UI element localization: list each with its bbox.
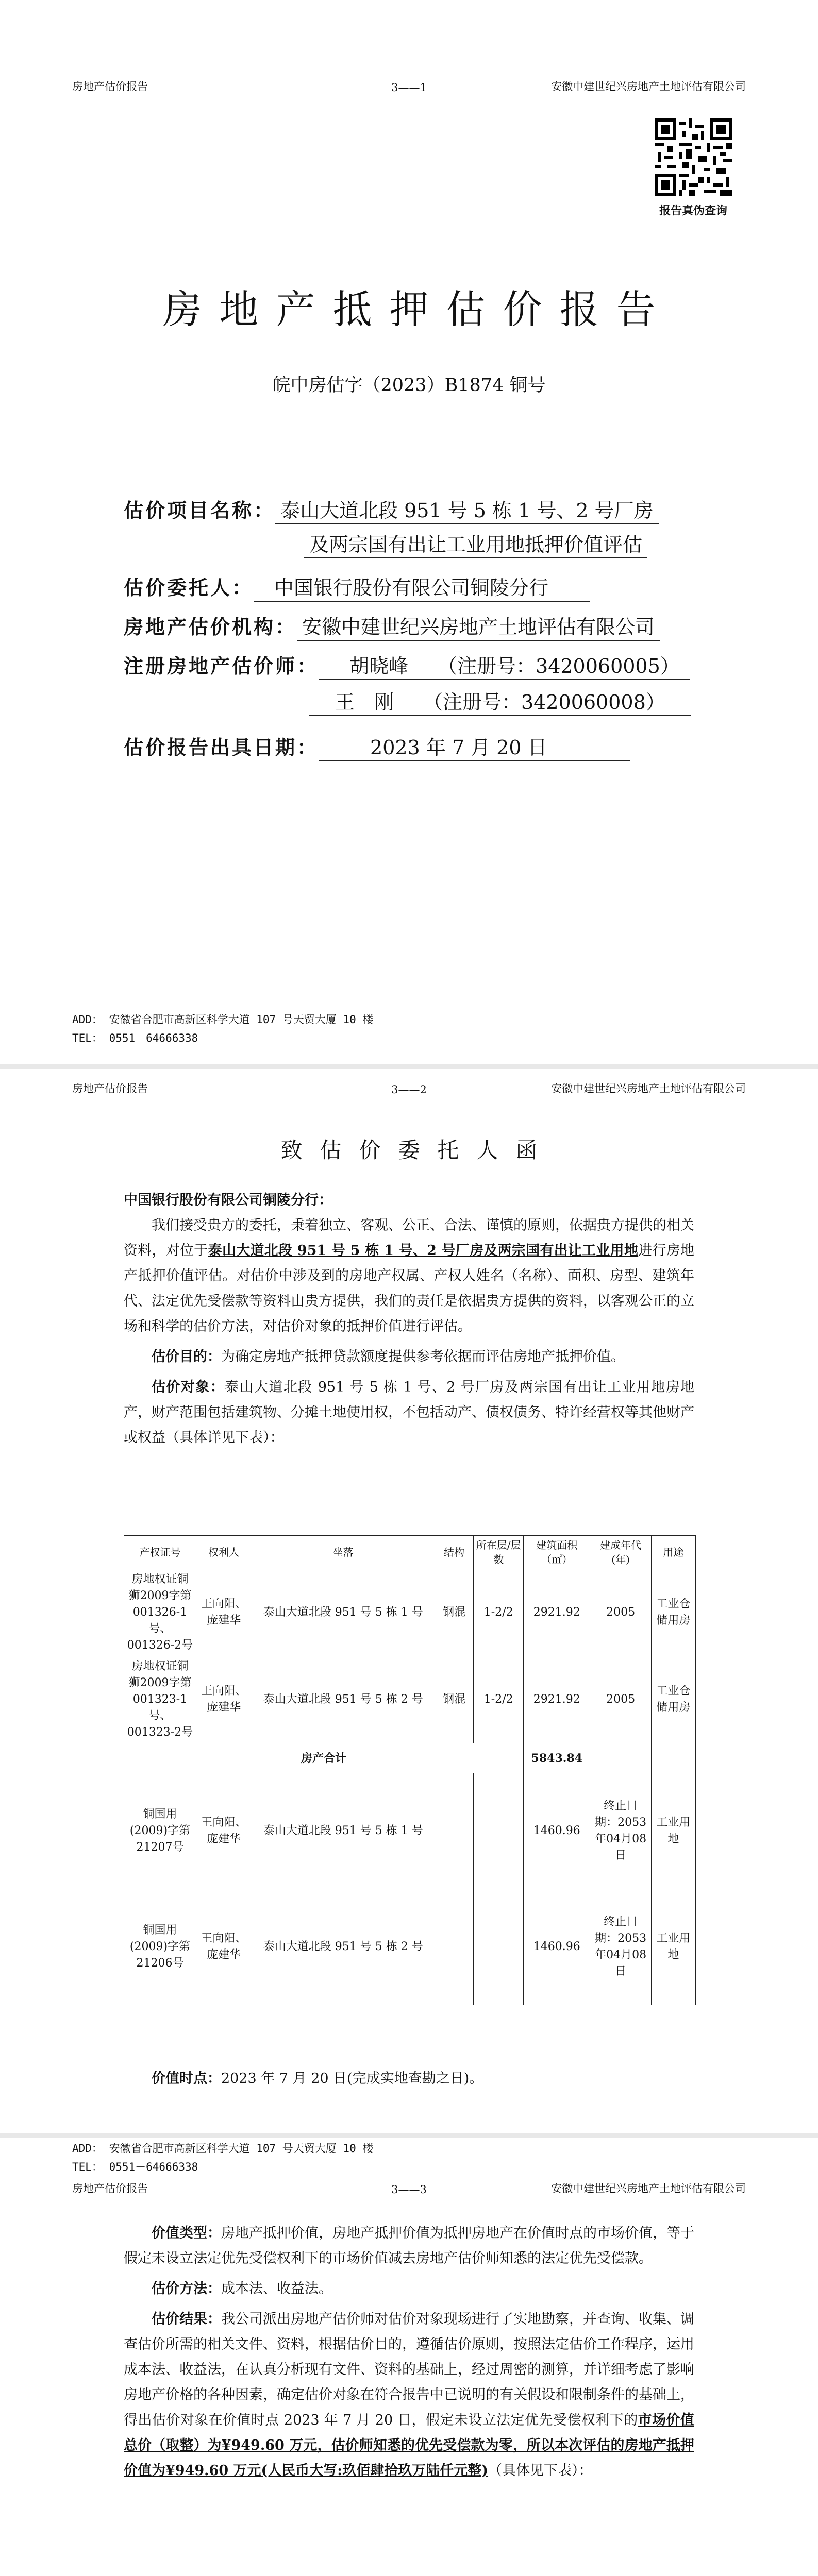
footer-tel: TEL： 0551－64666338 [72, 1032, 198, 1044]
cert-no: 房地权证铜狮2009字第001326-1号、001326-2号 [124, 1569, 196, 1656]
project-row [124, 495, 659, 524]
salutation: 中国银行股份有限公司铜陵分行： [124, 1192, 332, 1208]
letter-page-1 [0, 1069, 818, 2133]
appraiser-1: 胡晓峰 （注册号：3420060005） [319, 653, 690, 680]
date-row [124, 732, 630, 761]
header-doc-label: 房地产估价报告 [72, 80, 148, 93]
purpose-paragraph [124, 1344, 694, 1369]
cover-page [0, 0, 818, 1064]
col-header: 结构 [435, 1536, 473, 1569]
header-doc-label: 房地产估价报告 [72, 2182, 148, 2195]
client-row [124, 572, 590, 602]
col-header: 所在层/层数 [474, 1536, 524, 1569]
p1-b: 泰山大道北段 951 号 5 栋 1 号、2 号厂房及两宗国有出让工业用地 [208, 1243, 639, 1259]
header-doc-label: 房地产估价报告 [72, 1082, 148, 1095]
appraiser-row [124, 650, 690, 680]
report-number: 皖中房估字（2023）B1874 铜号 [272, 375, 546, 396]
usage: 工业仓储用房 [651, 1656, 695, 1743]
client-label: 估价委托人： [124, 577, 254, 599]
appraiser-2: 王 刚 （注册号：3420060008） [309, 689, 691, 716]
valuation-body [124, 2221, 694, 2483]
date-value: 2023 年 7 月 20 日 [319, 735, 630, 761]
empty-cell [474, 1773, 524, 1889]
letter-body [124, 1188, 694, 1450]
empty-cell [435, 1773, 473, 1889]
usage: 工业用地 [651, 1773, 695, 1889]
time-text: 2023 年 7 月 20 日(完成实地查勘之日)。 [221, 2071, 483, 2087]
year: 2005 [590, 1656, 651, 1743]
page-footer [72, 1005, 746, 1047]
footer-address: ADD： 安徽省合肥市高新区科学大道 107 号天贸大厦 10 楼 [72, 1013, 374, 1026]
project-label: 估价项目名称： [124, 499, 276, 522]
header-company: 安徽中建世纪兴房地产土地评估有限公司 [551, 80, 746, 93]
type-label: 价值类型： [152, 2225, 221, 2241]
subtotal-label: 房产合计 [124, 1743, 524, 1773]
year: 2005 [590, 1569, 651, 1656]
header-company: 安徽中建世纪兴房地产土地评估有限公司 [551, 1082, 746, 1095]
page-header [72, 1079, 746, 1100]
floor: 1-2/2 [474, 1569, 524, 1656]
location: 泰山大道北段 951 号 5 栋 2 号 [252, 1656, 435, 1743]
agency-value: 安徽中建世纪兴房地产土地评估有限公司 [297, 614, 660, 641]
appraiser-label: 注册房地产估价师： [124, 655, 319, 677]
cert-no: 铜国用(2009)字第21206号 [124, 1889, 196, 2005]
property-table [124, 1535, 696, 2005]
object-text: 泰山大道北段 951 号 5 栋 1 号、2 号厂房及两宗国有出让工业用地房地产，财产范围包括建筑物、分摊土地使用权，不包括动产、债权债务、特许经营权等其他财产或权益（具体详见下表）： [124, 1379, 695, 1446]
footer-address: ADD： 安徽省合肥市高新区科学大道 107 号天贸大厦 10 楼 [72, 2142, 374, 2155]
owner: 王向阳、庞建华 [196, 1656, 252, 1743]
project-row-2 [304, 532, 647, 558]
cert-no: 铜国用(2009)字第21207号 [124, 1773, 196, 1889]
header-company: 安徽中建世纪兴房地产土地评估有限公司 [551, 2182, 746, 2195]
owner: 王向阳、庞建华 [196, 1569, 252, 1656]
empty-cell [435, 1889, 473, 2005]
object-label: 估价对象： [152, 1379, 225, 1395]
usage: 工业用地 [651, 1889, 695, 2005]
structure: 钢混 [435, 1569, 473, 1656]
table-header-row [124, 1536, 696, 1569]
header-page-number: 3——3 [391, 2183, 427, 2196]
owner: 王向阳、庞建华 [196, 1773, 252, 1889]
page-header [72, 2179, 746, 2200]
header-page-number: 3——1 [391, 81, 427, 94]
footer-tel: TEL： 0551－64666338 [72, 2161, 198, 2173]
method-paragraph [124, 2276, 694, 2301]
col-header: 用途 [651, 1536, 695, 1569]
subtotal-value: 5843.84 [524, 1743, 590, 1773]
area: 2921.92 [524, 1656, 590, 1743]
col-header: 坐落 [252, 1536, 435, 1569]
date-label: 估价报告出具日期： [124, 736, 319, 759]
client-value: 中国银行股份有限公司铜陵分行 [254, 575, 590, 602]
structure: 钢混 [435, 1656, 473, 1743]
table-row [124, 1773, 696, 1889]
location: 泰山大道北段 951 号 5 栋 1 号 [252, 1569, 435, 1656]
value-date-paragraph [124, 2066, 694, 2091]
col-header: 权利人 [196, 1536, 252, 1569]
table-row [124, 1569, 696, 1656]
appraiser-row-2 [309, 689, 691, 716]
empty-cell [651, 1743, 695, 1773]
col-header: 产权证号 [124, 1536, 196, 1569]
agency-row [124, 611, 660, 641]
page-footer-prev [72, 2138, 746, 2176]
qr-caption: 报告真伪查询 [659, 205, 727, 217]
col-header: 建成年代(年) [590, 1536, 651, 1569]
time-label: 价值时点： [152, 2071, 221, 2087]
letter-paragraph-1 [124, 1213, 694, 1339]
col-header: 建筑面积（㎡） [524, 1536, 590, 1569]
method-label: 估价方法： [152, 2281, 221, 2297]
result-label: 估价结果： [152, 2311, 221, 2327]
p1-c: 进行房地产抵押价值评估。对估价中涉及到的房地产权属、产权人姓名（名称）、面积、房型、建筑年代、法定优先受偿款等资料由贵方提供，我们的责任是依据贵方提供的资料，以客观公正的立场和科学的估价方法，对估价对象的抵押价值进行评估。 [124, 1243, 695, 1334]
area: 1460.96 [524, 1773, 590, 1889]
purpose-text: 为确定房地产抵押贷款额度提供参考依据而评估房地产抵押价值。 [221, 1349, 625, 1365]
report-title: 房地产抵押估价报告 [162, 286, 673, 332]
page-header [72, 77, 746, 98]
empty-cell [590, 1743, 651, 1773]
p1-a: 我们接受贵方的委托，秉着独立、客观、公正、合法、谨慎的原则，依据贵方提供的相关资料，对位于 [124, 1217, 694, 1259]
usage: 工业仓储用房 [651, 1569, 695, 1656]
location: 泰山大道北段 951 号 5 栋 1 号 [252, 1773, 435, 1889]
owner: 王向阳、庞建华 [196, 1889, 252, 2005]
project-value-line2: 及两宗国有出让工业用地抵押价值评估 [304, 532, 647, 558]
letter-page-2 [0, 2138, 818, 2576]
project-value-line1: 泰山大道北段 951 号 5 栋 1 号、2 号厂房 [275, 498, 659, 524]
empty-cell [474, 1889, 524, 2005]
header-page-number: 3——2 [391, 1083, 427, 1096]
qr-code-icon[interactable] [655, 118, 732, 196]
letter-title: 致估价委托人函 [280, 1138, 555, 1163]
table-row [124, 1889, 696, 2005]
result-b: 市场价值总价（取整）为¥949.60 万元，估价师知悉的优先受偿款为零，所以本次评估的房地产抵押价值为¥949.60 万元(人民币大写:玖佰肆拾玖万陆仟元整) [124, 2412, 694, 2479]
location: 泰山大道北段 951 号 5 栋 2 号 [252, 1889, 435, 2005]
method-text: 成本法、收益法。 [221, 2281, 332, 2297]
purpose-label: 估价目的： [152, 1349, 221, 1365]
type-text: 房地产抵押价值，房地产抵押价值为抵押房地产在价值时点的市场价值，等于假定未设立法定优先受偿权利下的市场价值减去房地产估价师知悉的法定优先受偿款。 [124, 2225, 694, 2266]
result-paragraph [124, 2307, 694, 2483]
object-paragraph [124, 1375, 694, 1450]
result-c: （具体见下表）： [488, 2463, 593, 2479]
end-date: 终止日期：2053年04月08日 [590, 1889, 651, 2005]
type-paragraph [124, 2221, 694, 2271]
area: 2921.92 [524, 1569, 590, 1656]
area: 1460.96 [524, 1889, 590, 2005]
subtotal-row [124, 1743, 696, 1773]
cert-no: 房地权证铜狮2009字第001323-1号、001323-2号 [124, 1656, 196, 1743]
table-row [124, 1656, 696, 1743]
end-date: 终止日期：2053年04月08日 [590, 1773, 651, 1889]
result-a: 我公司派出房地产估价师对估价对象现场进行了实地勘察，并查询、收集、调查估价所需的相关文件、资料，根据估价目的，遵循估价原则，按照法定估价工作程序，运用成本法、收益法，在认真分析现有文件、资料的基础上，经过周密的测算，并详细考虑了影响房地产价格的各种因素，确定估价对象在符合报告中已说明的有关假设和限制条件的基础上，得出估价对象在价值时点 2023 年 7 月 20 日，假定未设立法定优先受偿权利下的 [124, 2311, 694, 2428]
floor: 1-2/2 [474, 1656, 524, 1743]
agency-label: 房地产估价机构： [124, 616, 297, 638]
